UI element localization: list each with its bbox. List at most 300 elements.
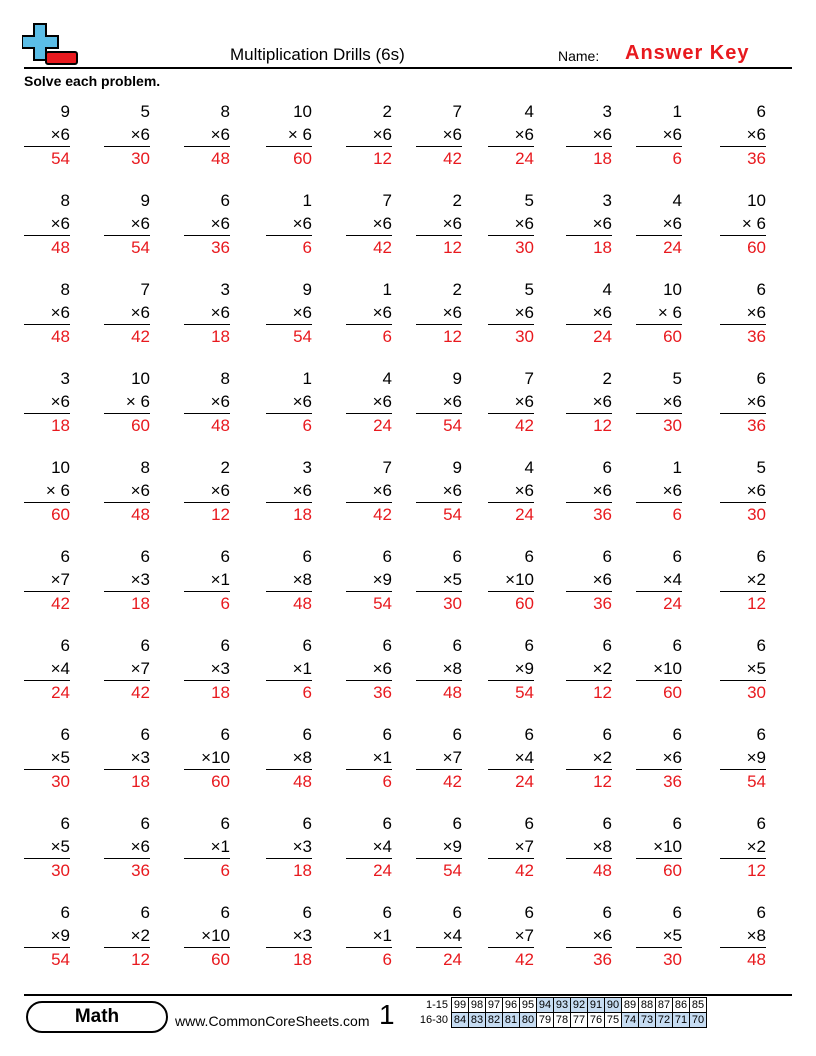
- answer: 42: [443, 149, 462, 168]
- problem: [104, 278, 150, 348]
- multiplier: ×6: [24, 212, 70, 236]
- problem: [416, 367, 462, 437]
- problem: [720, 367, 766, 437]
- multiplier: ×6: [184, 123, 230, 147]
- multiplier: ×8: [266, 746, 312, 770]
- multiplier: ×6: [636, 479, 682, 503]
- multiplicand: 2: [220, 458, 230, 477]
- problem: [184, 456, 230, 526]
- multiplicand: 10: [131, 369, 150, 388]
- multiplicand: 6: [756, 280, 766, 299]
- problem: [346, 189, 392, 259]
- answer: 12: [593, 772, 612, 791]
- problem: [104, 367, 150, 437]
- answer: 60: [515, 594, 534, 613]
- answer: 24: [443, 950, 462, 969]
- multiplier: ×9: [346, 568, 392, 592]
- website-link[interactable]: www.CommonCoreSheets.com: [175, 1013, 370, 1029]
- multiplier: ×5: [720, 657, 766, 681]
- score-cell: 94: [537, 998, 554, 1013]
- problem: [346, 278, 392, 348]
- multiplicand: 7: [452, 102, 462, 121]
- problem: [24, 367, 70, 437]
- answer: 18: [211, 327, 230, 346]
- multiplier: ×9: [720, 746, 766, 770]
- problem: [104, 901, 150, 971]
- multiplier: ×6: [488, 479, 534, 503]
- multiplicand: 9: [452, 369, 462, 388]
- problem: [184, 100, 230, 170]
- answer: 30: [663, 416, 682, 435]
- problem: [346, 634, 392, 704]
- multiplicand: 6: [382, 903, 392, 922]
- multiplicand: 3: [602, 102, 612, 121]
- multiplier: ×6: [636, 390, 682, 414]
- header-divider: [24, 67, 792, 69]
- multiplier: ×6: [104, 835, 150, 859]
- multiplier: ×9: [488, 657, 534, 681]
- multiplicand: 2: [602, 369, 612, 388]
- multiplicand: 6: [302, 725, 312, 744]
- problem: [566, 901, 612, 971]
- multiplier: ×6: [566, 301, 612, 325]
- problem: [720, 723, 766, 793]
- multiplicand: 6: [382, 547, 392, 566]
- multiplicand: 6: [452, 814, 462, 833]
- multiplicand: 6: [756, 636, 766, 655]
- answer: 24: [373, 861, 392, 880]
- answer: 24: [663, 594, 682, 613]
- multiplier: ×1: [184, 835, 230, 859]
- answer: 36: [211, 238, 230, 257]
- answer: 18: [293, 950, 312, 969]
- multiplicand: 6: [602, 903, 612, 922]
- score-row: [416, 1013, 707, 1028]
- multiplier: ×5: [636, 924, 682, 948]
- answer: 36: [747, 327, 766, 346]
- problem: [720, 634, 766, 704]
- multiplicand: 5: [140, 102, 150, 121]
- multiplier: × 6: [636, 301, 682, 325]
- multiplier: ×3: [266, 924, 312, 948]
- multiplicand: 6: [672, 725, 682, 744]
- multiplicand: 1: [672, 458, 682, 477]
- multiplicand: 6: [220, 547, 230, 566]
- score-cell: 77: [571, 1013, 588, 1028]
- answer: 12: [747, 861, 766, 880]
- multiplier: ×2: [566, 657, 612, 681]
- score-cell: 97: [486, 998, 503, 1013]
- problem: [24, 634, 70, 704]
- problem: [24, 278, 70, 348]
- score-cell: 71: [673, 1013, 690, 1028]
- answer: 24: [663, 238, 682, 257]
- problem: [184, 278, 230, 348]
- problem: [416, 189, 462, 259]
- score-cell: 75: [605, 1013, 622, 1028]
- problem: [566, 723, 612, 793]
- problem: [24, 901, 70, 971]
- answer: 42: [443, 772, 462, 791]
- multiplier: ×8: [720, 924, 766, 948]
- multiplicand: 5: [524, 280, 534, 299]
- multiplier: ×6: [346, 479, 392, 503]
- answer: 54: [747, 772, 766, 791]
- multiplicand: 3: [60, 369, 70, 388]
- score-cell: 85: [690, 998, 707, 1013]
- multiplier: × 6: [720, 212, 766, 236]
- problem: [636, 723, 682, 793]
- problem: [346, 545, 392, 615]
- answer: 36: [747, 149, 766, 168]
- multiplicand: 6: [602, 458, 612, 477]
- problem-row: [24, 545, 792, 634]
- problem-row: [24, 812, 792, 901]
- problem: [266, 189, 312, 259]
- multiplicand: 10: [747, 191, 766, 210]
- problem: [488, 545, 534, 615]
- footer-divider: [24, 994, 792, 996]
- problem: [24, 456, 70, 526]
- problem: [488, 723, 534, 793]
- multiplicand: 2: [382, 102, 392, 121]
- answer: 6: [220, 861, 230, 880]
- multiplicand: 6: [452, 725, 462, 744]
- multiplier: ×6: [266, 390, 312, 414]
- answer: 36: [373, 683, 392, 702]
- multiplicand: 6: [220, 814, 230, 833]
- multiplier: ×6: [24, 123, 70, 147]
- multiplier: ×6: [566, 568, 612, 592]
- problem: [720, 545, 766, 615]
- multiplier: ×7: [104, 657, 150, 681]
- multiplicand: 2: [452, 280, 462, 299]
- multiplicand: 8: [60, 280, 70, 299]
- multiplicand: 6: [756, 547, 766, 566]
- multiplicand: 6: [140, 725, 150, 744]
- multiplicand: 6: [756, 725, 766, 744]
- multiplicand: 6: [756, 814, 766, 833]
- problem: [566, 189, 612, 259]
- answer: 54: [443, 416, 462, 435]
- problem: [566, 278, 612, 348]
- multiplicand: 6: [60, 903, 70, 922]
- answer: 48: [293, 772, 312, 791]
- answer: 54: [51, 149, 70, 168]
- problem-row: [24, 723, 792, 812]
- multiplicand: 6: [60, 547, 70, 566]
- answer: 12: [593, 683, 612, 702]
- multiplicand: 6: [602, 814, 612, 833]
- name-label: Name:: [558, 48, 600, 64]
- multiplicand: 8: [220, 369, 230, 388]
- multiplier: ×6: [266, 212, 312, 236]
- problem: [184, 723, 230, 793]
- answer: 6: [672, 149, 682, 168]
- multiplier: ×9: [24, 924, 70, 948]
- answer: 18: [131, 772, 150, 791]
- answer: 24: [515, 149, 534, 168]
- multiplier: ×6: [636, 746, 682, 770]
- multiplicand: 6: [60, 636, 70, 655]
- problem-row: [24, 100, 792, 189]
- multiplicand: 6: [452, 903, 462, 922]
- multiplicand: 6: [140, 903, 150, 922]
- score-cell: 74: [622, 1013, 639, 1028]
- multiplier: ×6: [720, 301, 766, 325]
- problem-row: [24, 189, 792, 278]
- multiplier: ×1: [346, 746, 392, 770]
- multiplicand: 6: [602, 636, 612, 655]
- answer: 6: [382, 327, 392, 346]
- multiplier: ×6: [488, 212, 534, 236]
- score-cell: 73: [639, 1013, 656, 1028]
- answer: 30: [443, 594, 462, 613]
- problem: [416, 545, 462, 615]
- answer: 30: [515, 238, 534, 257]
- multiplier: ×6: [266, 301, 312, 325]
- score-cell: 80: [520, 1013, 537, 1028]
- problem: [720, 189, 766, 259]
- multiplier: ×4: [346, 835, 392, 859]
- multiplier: ×6: [346, 212, 392, 236]
- multiplicand: 6: [602, 725, 612, 744]
- answer: 48: [593, 861, 612, 880]
- multiplicand: 8: [60, 191, 70, 210]
- multiplier: ×4: [636, 568, 682, 592]
- answer: 18: [293, 861, 312, 880]
- multiplier: ×6: [416, 212, 462, 236]
- answer: 6: [302, 238, 312, 257]
- answer: 24: [51, 683, 70, 702]
- multiplicand: 1: [672, 102, 682, 121]
- problem: [636, 367, 682, 437]
- score-cell: 76: [588, 1013, 605, 1028]
- multiplicand: 4: [524, 458, 534, 477]
- problem: [636, 634, 682, 704]
- multiplier: ×6: [636, 212, 682, 236]
- multiplier: ×2: [104, 924, 150, 948]
- answer: 24: [373, 416, 392, 435]
- answer: 36: [663, 772, 682, 791]
- multiplicand: 4: [524, 102, 534, 121]
- problem: [488, 456, 534, 526]
- multiplicand: 6: [672, 547, 682, 566]
- multiplier: ×6: [104, 123, 150, 147]
- problem: [346, 812, 392, 882]
- multiplicand: 6: [140, 547, 150, 566]
- answer: 48: [131, 505, 150, 524]
- problem: [636, 278, 682, 348]
- multiplicand: 5: [672, 369, 682, 388]
- multiplier: ×2: [720, 568, 766, 592]
- page-number: 1: [379, 999, 395, 1030]
- multiplier: ×3: [104, 746, 150, 770]
- multiplier: ×8: [416, 657, 462, 681]
- answer: 42: [51, 594, 70, 613]
- problem: [184, 367, 230, 437]
- multiplier: ×3: [104, 568, 150, 592]
- problem: [416, 634, 462, 704]
- answer: 12: [211, 505, 230, 524]
- problem: [488, 189, 534, 259]
- problem: [488, 100, 534, 170]
- problem: [488, 812, 534, 882]
- problem: [488, 278, 534, 348]
- answer: 48: [747, 950, 766, 969]
- multiplier: ×1: [184, 568, 230, 592]
- problem: [266, 723, 312, 793]
- problem: [104, 100, 150, 170]
- answer: 6: [302, 683, 312, 702]
- problem: [24, 100, 70, 170]
- multiplier: ×6: [566, 479, 612, 503]
- multiplier: ×6: [104, 212, 150, 236]
- answer: 36: [593, 950, 612, 969]
- multiplicand: 6: [756, 102, 766, 121]
- answer: 30: [663, 950, 682, 969]
- multiplicand: 8: [140, 458, 150, 477]
- problem-row: [24, 634, 792, 723]
- score-cell: 79: [537, 1013, 554, 1028]
- multiplier: ×1: [266, 657, 312, 681]
- score-cell: 87: [656, 998, 673, 1013]
- problem: [184, 545, 230, 615]
- answer: 48: [443, 683, 462, 702]
- score-table: [416, 997, 707, 1028]
- answer: 12: [131, 950, 150, 969]
- answer: 30: [747, 683, 766, 702]
- problem: [24, 189, 70, 259]
- multiplier: ×5: [416, 568, 462, 592]
- multiplicand: 6: [756, 369, 766, 388]
- multiplier: ×10: [636, 835, 682, 859]
- score-cell: 93: [554, 998, 571, 1013]
- problem: [566, 456, 612, 526]
- answer: 6: [302, 416, 312, 435]
- multiplicand: 10: [663, 280, 682, 299]
- multiplicand: 6: [60, 814, 70, 833]
- multiplier: ×6: [24, 390, 70, 414]
- plus-minus-logo-icon: [22, 22, 80, 68]
- multiplicand: 8: [220, 102, 230, 121]
- problem: [636, 189, 682, 259]
- problem: [346, 367, 392, 437]
- multiplicand: 1: [302, 369, 312, 388]
- multiplicand: 3: [302, 458, 312, 477]
- multiplier: ×6: [184, 479, 230, 503]
- multiplicand: 6: [756, 903, 766, 922]
- score-cell: 98: [469, 998, 486, 1013]
- problem: [566, 545, 612, 615]
- answer: 60: [663, 861, 682, 880]
- multiplier: ×4: [488, 746, 534, 770]
- score-cell: 81: [503, 1013, 520, 1028]
- answer: 54: [293, 327, 312, 346]
- problem: [184, 901, 230, 971]
- problem: [24, 723, 70, 793]
- multiplicand: 9: [60, 102, 70, 121]
- score-cell: 96: [503, 998, 520, 1013]
- problem: [720, 901, 766, 971]
- answer: 60: [131, 416, 150, 435]
- problem: [266, 812, 312, 882]
- multiplier: ×7: [416, 746, 462, 770]
- multiplicand: 6: [524, 636, 534, 655]
- answer: 48: [211, 416, 230, 435]
- answer: 12: [373, 149, 392, 168]
- problem: [104, 723, 150, 793]
- answer: 60: [211, 772, 230, 791]
- multiplier: ×6: [720, 479, 766, 503]
- problem: [720, 100, 766, 170]
- answer: 18: [593, 238, 612, 257]
- multiplier: ×6: [346, 301, 392, 325]
- problem: [488, 901, 534, 971]
- answer: 54: [373, 594, 392, 613]
- problem: [636, 545, 682, 615]
- multiplier: ×4: [24, 657, 70, 681]
- multiplier: ×6: [636, 123, 682, 147]
- answer: 12: [443, 238, 462, 257]
- answer: 18: [211, 683, 230, 702]
- multiplier: ×3: [266, 835, 312, 859]
- multiplier: ×1: [346, 924, 392, 948]
- multiplicand: 3: [602, 191, 612, 210]
- answer: 18: [593, 149, 612, 168]
- multiplicand: 4: [382, 369, 392, 388]
- answer: 30: [515, 327, 534, 346]
- problem: [266, 634, 312, 704]
- multiplicand: 6: [220, 636, 230, 655]
- multiplicand: 9: [302, 280, 312, 299]
- answer: 30: [747, 505, 766, 524]
- answer: 6: [672, 505, 682, 524]
- multiplicand: 6: [382, 814, 392, 833]
- multiplier: ×2: [566, 746, 612, 770]
- multiplicand: 10: [293, 102, 312, 121]
- problem: [416, 100, 462, 170]
- answer: 42: [515, 950, 534, 969]
- multiplier: ×6: [566, 924, 612, 948]
- problem: [636, 100, 682, 170]
- problem: [346, 456, 392, 526]
- multiplier: ×5: [24, 746, 70, 770]
- multiplicand: 6: [672, 636, 682, 655]
- multiplier: ×6: [488, 301, 534, 325]
- problem: [104, 812, 150, 882]
- answer: 60: [293, 149, 312, 168]
- multiplicand: 6: [452, 547, 462, 566]
- multiplicand: 6: [302, 814, 312, 833]
- answer: 36: [593, 594, 612, 613]
- multiplier: ×10: [184, 746, 230, 770]
- answer: 42: [373, 505, 392, 524]
- answer: 36: [131, 861, 150, 880]
- multiplicand: 10: [51, 458, 70, 477]
- multiplicand: 7: [382, 458, 392, 477]
- problem: [416, 456, 462, 526]
- multiplier: ×6: [416, 301, 462, 325]
- multiplier: ×8: [266, 568, 312, 592]
- score-range-label: 1-15: [425, 999, 448, 1011]
- multiplier: ×5: [24, 835, 70, 859]
- multiplicand: 9: [140, 191, 150, 210]
- multiplier: ×10: [488, 568, 534, 592]
- problem: [104, 545, 150, 615]
- answer: 42: [373, 238, 392, 257]
- multiplier: ×6: [488, 123, 534, 147]
